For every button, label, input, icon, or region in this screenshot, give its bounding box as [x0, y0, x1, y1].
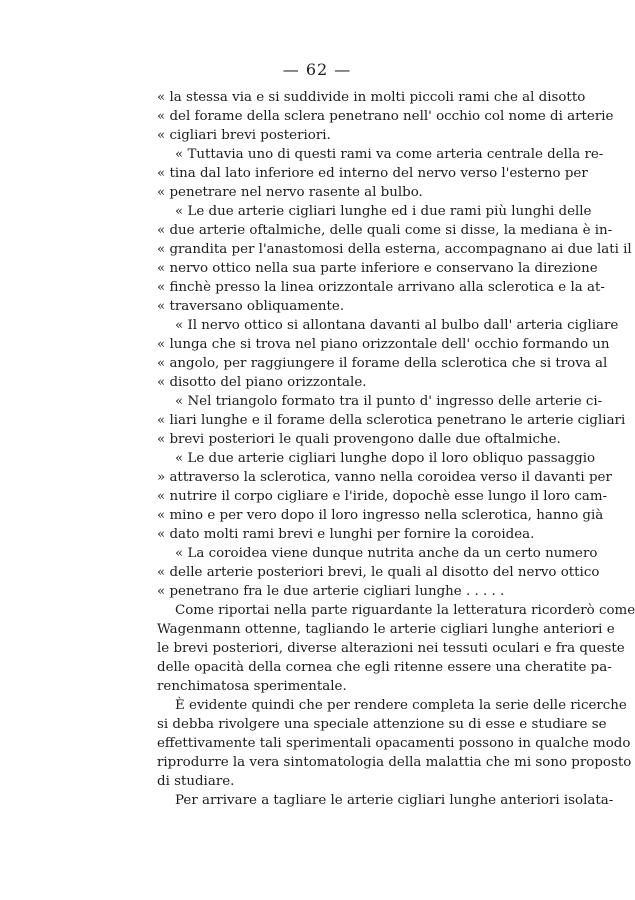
- text-line: Wagenmann ottenne, tagliando le arterie cigliari lunghe anteriori e: [157, 622, 615, 637]
- text-line: « nutrire il corpo cigliare e l'iride, dopochè esse lungo il loro cam-: [157, 489, 608, 504]
- text-line: « penetrano fra le due arterie cigliari lunghe . . . . .: [157, 584, 505, 599]
- text-line: È evidente quindi che per rendere completa la serie delle ricerche: [175, 698, 627, 713]
- text-line: « brevi posteriori le quali provengono dalle due oftalmiche.: [157, 432, 561, 447]
- text-line: « del forame della sclera penetrano nell' occhio col nome di arterie: [157, 109, 614, 124]
- text-line: « angolo, per raggiungere il forame della sclerotica che si trova al: [157, 356, 608, 371]
- text-line: « delle arterie posteriori brevi, le quali al disotto del nervo ottico: [157, 565, 600, 580]
- text-line: delle opacità della cornea che egli ritenne essere una cheratite pa-: [157, 660, 612, 675]
- text-line: riprodurre la vera sintomatologia della malattia che mi sono proposto: [157, 755, 632, 770]
- text-line: « Le due arterie cigliari lunghe ed i due rami più lunghi delle: [175, 204, 592, 219]
- text-line: « cigliari brevi posteriori.: [157, 128, 331, 143]
- text-line: « la stessa via e si suddivide in molti piccoli rami che al disotto: [157, 90, 586, 105]
- text-line: « due arterie oftalmiche, delle quali come si disse, la mediana è in-: [157, 223, 613, 238]
- text-line: « La coroidea viene dunque nutrita anche da un certo numero: [175, 546, 598, 561]
- page-number: — 62 —: [282, 60, 352, 79]
- text-line: effettivamente tali sperimentali opacamenti possono in qualche modo: [157, 736, 631, 751]
- text-line: « Il nervo ottico si allontana davanti al bulbo dall' arteria cigliare: [175, 318, 619, 333]
- text-line: « penetrare nel nervo rasente al bulbo.: [157, 185, 423, 200]
- text-line: « Tuttavia uno di questi rami va come arteria centrale della re-: [175, 147, 604, 162]
- text-line: « Nel triangolo formato tra il punto d' ingresso delle arterie ci-: [175, 394, 603, 409]
- text-line: « disotto del piano orizzontale.: [157, 375, 367, 390]
- text-line: Come riportai nella parte riguardante la letteratura ricorderò come: [175, 603, 635, 618]
- text-line: « mino e per vero dopo il loro ingresso nella sclerotica, hanno già: [157, 508, 604, 523]
- text-line: « dato molti rami brevi e lunghi per fornire la coroidea.: [157, 527, 535, 542]
- text-line: « liari lunghe e il forame della sclerotica penetrano le arterie cigliari: [157, 413, 626, 428]
- text-line: « lunga che si trova nel piano orizzontale dell' occhio formando un: [157, 337, 610, 352]
- text-line: le brevi posteriori, diverse alterazioni nei tessuti oculari e fra queste: [157, 641, 625, 656]
- body-text: [157, 88, 635, 810]
- text-line: « traversano obliquamente.: [157, 299, 345, 314]
- text-line: si debba rivolgere una speciale attenzione su di esse e studiare se: [157, 717, 607, 732]
- text-line: « Le due arterie cigliari lunghe dopo il loro obliquo passaggio: [175, 451, 596, 466]
- text-line: » attraverso la sclerotica, vanno nella coroidea verso il davanti per: [157, 470, 612, 485]
- text-line: di studiare.: [157, 774, 235, 789]
- text-line: « tina dal lato inferiore ed interno del nervo verso l'esterno per: [157, 166, 588, 181]
- text-line: « nervo ottico nella sua parte inferiore e conservano la direzione: [157, 261, 598, 276]
- text-line: « grandita per l'anastomosi della esterna, accompagnano ai due lati il: [157, 242, 632, 257]
- text-line: renchimatosa sperimentale.: [157, 679, 347, 694]
- text-line: « finchè presso la linea orizzontale arrivano alla sclerotica e la at-: [157, 280, 605, 295]
- text-line: Per arrivare a tagliare le arterie cigliari lunghe anteriori isolata-: [175, 793, 614, 808]
